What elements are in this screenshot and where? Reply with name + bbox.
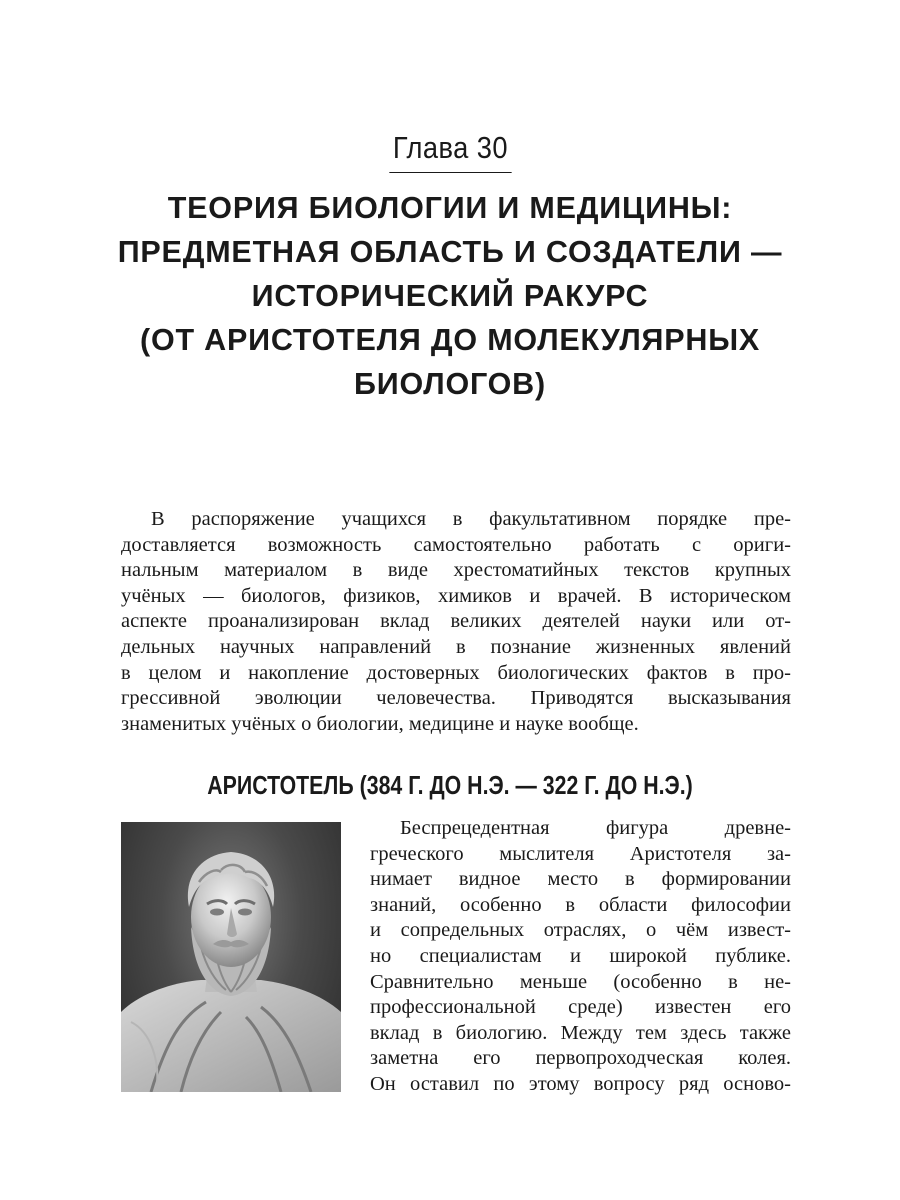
chapter-title-line: БИОЛОГОВ) [354, 367, 546, 401]
aristotle-bust-icon [121, 822, 341, 1092]
bio-line: вклад в биологию. Между тем здесь также [370, 1021, 791, 1044]
chapter-title-line: ИСТОРИЧЕСКИЙ РАКУРС [251, 279, 649, 313]
chapter-number-text: Глава 30 [389, 130, 511, 173]
chapter-number [0, 130, 900, 173]
bio-line: нимает видное место в формировании [370, 868, 791, 891]
chapter-title [60, 186, 840, 406]
bio-line: Беспрецедентная фигура древне- [400, 817, 791, 839]
aristotle-bio-paragraph [370, 816, 791, 1098]
intro-paragraph [121, 507, 791, 737]
bio-line: знаний, особенно в области философии [370, 893, 791, 916]
intro-line: знаменитых учёных о биологии, медицине и науке вообще. [121, 712, 639, 735]
intro-line: учёных — биологов, физиков, химиков и врачей. В историческом [121, 584, 791, 607]
bio-line: и сопредельных отраслях, о чём извест- [370, 919, 791, 942]
section-heading-text: АРИСТОТЕЛЬ (384 Г. ДО Н.Э. — 322 Г. ДО Н.Э.) [207, 770, 693, 800]
bio-line: Сравнительно меньше (особенно в не- [370, 970, 791, 993]
chapter-title-line: ПРЕДМЕТНАЯ ОБЛАСТЬ И СОЗДАТЕЛИ — [117, 235, 783, 269]
intro-line: аспекте проанализирован вклад великих деятелей науки или от- [121, 610, 791, 633]
intro-line: в целом и накопление достоверных биологических фактов в про- [121, 661, 791, 684]
intro-line: дельных научных направлений в познание жизненных явлений [121, 635, 791, 658]
intro-line: доставляется возможность самостоятельно работать с ориги- [121, 533, 791, 556]
chapter-title-line: (ОТ АРИСТОТЕЛЯ ДО МОЛЕКУЛЯРНЫХ [139, 323, 761, 357]
bio-line: профессиональной среде) известен его [370, 996, 791, 1019]
bio-line: но специалистам и широкой публике. [370, 944, 791, 967]
aristotle-portrait [121, 822, 341, 1092]
chapter-title-line: ТЕОРИЯ БИОЛОГИИ И МЕДИЦИНЫ: [167, 191, 733, 225]
intro-line: грессивной эволюции человечества. Приводятся высказывания [121, 687, 791, 710]
intro-line: В распоряжение учащихся в факультативном порядке пре- [151, 508, 791, 530]
bio-line: греческого мыслителя Аристотеля за- [370, 842, 791, 865]
intro-line: нальным материалом в виде хрестоматийных текстов крупных [121, 559, 791, 582]
bio-line: Он оставил по этому вопросу ряд осново- [370, 1072, 791, 1095]
section-heading [0, 770, 900, 801]
bio-line: заметна его первопроходческая колея. [370, 1047, 791, 1070]
